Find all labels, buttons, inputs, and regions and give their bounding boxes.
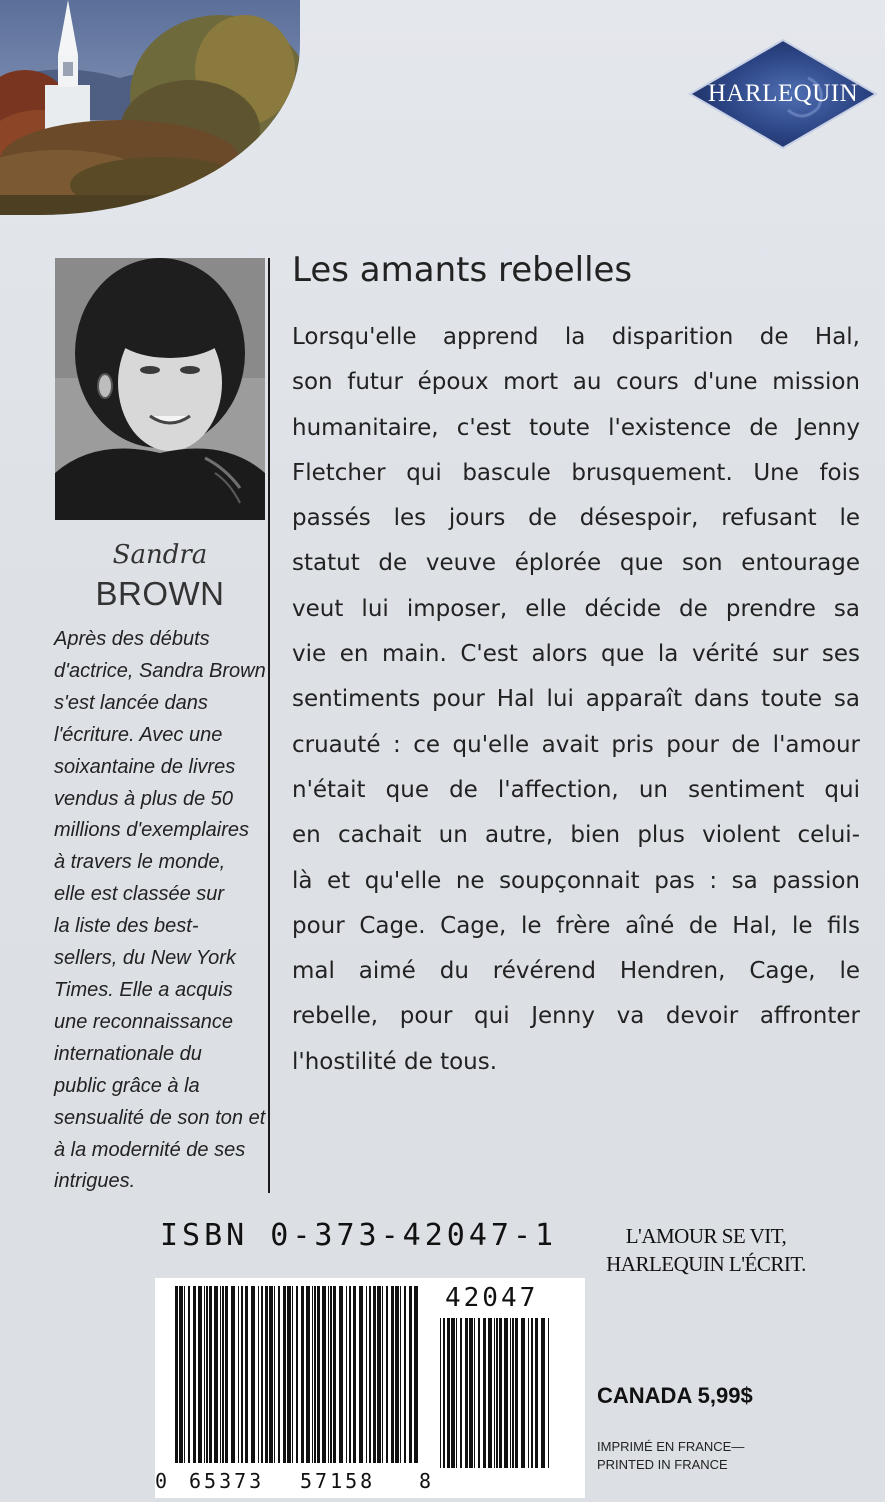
bio-line: public grâce à la <box>54 1074 200 1097</box>
bio-line: soixantaine de livres <box>54 755 236 778</box>
barcode-bar <box>204 1286 205 1463</box>
barcode-bar <box>292 1286 293 1463</box>
bio-line: Times. Elle a acquis <box>54 978 233 1001</box>
barcode-bar <box>209 1286 212 1463</box>
barcode-bar <box>175 1286 178 1463</box>
slogan-line: L'AMOUR SE VIT, <box>625 1224 787 1248</box>
barcode-bar <box>512 1318 514 1468</box>
barcode-bar <box>269 1286 273 1463</box>
isbn-number: ISBN 0-373-42047-1 <box>160 1218 558 1253</box>
bio-line: une reconnaissance <box>54 1010 234 1033</box>
barcode-addon-bars <box>440 1318 549 1468</box>
column-divider <box>268 258 270 1193</box>
barcode-bar <box>409 1286 412 1463</box>
summary-line: cruauté : ce qu'elle avait pris pour de l'amour <box>292 731 860 758</box>
barcode-bar <box>306 1286 310 1463</box>
printed-in-france <box>597 1438 744 1474</box>
barcode-bar <box>317 1286 320 1463</box>
summary-line: statut de veuve éplorée que son entourage <box>292 550 860 577</box>
barcode-bar <box>278 1286 280 1463</box>
bio-line: s'est lancée dans <box>54 691 208 714</box>
barcode-bar <box>287 1286 291 1463</box>
summary-line: son futur époux mort au cours d'une mission <box>292 369 860 396</box>
cover-landscape-image <box>0 0 300 215</box>
barcode-bar <box>346 1286 347 1463</box>
barcode-bar <box>460 1318 462 1468</box>
barcode-bar <box>465 1318 468 1468</box>
barcode-check-digit: 8 <box>419 1469 432 1493</box>
bio-line: intrigues. <box>54 1170 136 1193</box>
printed-line: IMPRIMÉ EN FRANCE— <box>597 1439 745 1454</box>
barcode-bar <box>258 1286 259 1463</box>
barcode-bar <box>231 1286 235 1463</box>
barcode-bar <box>220 1286 221 1463</box>
barcode-bar <box>521 1318 525 1468</box>
barcode-bar <box>198 1286 202 1463</box>
barcode-bar <box>296 1286 298 1463</box>
barcode-bar <box>245 1286 248 1463</box>
barcode-bar <box>483 1318 486 1468</box>
barcode-bar <box>443 1318 445 1468</box>
summary-line: veut lui imposer, elle décide de prendre sa <box>292 595 860 622</box>
barcode-bar <box>377 1286 381 1463</box>
summary-line: Lorsqu'elle apprend la disparition de Hal, <box>292 324 860 350</box>
barcode <box>155 1278 585 1498</box>
barcode-addon-digits: 42047 <box>445 1283 539 1313</box>
summary-line: l'hostilité de tous. <box>292 1048 498 1075</box>
barcode-bar <box>548 1318 549 1468</box>
barcode-bar <box>366 1286 367 1463</box>
bio-line: internationale du <box>54 1042 202 1065</box>
barcode-digit-group: 57158 <box>300 1469 376 1493</box>
barcode-bar <box>251 1286 255 1463</box>
bio-line: sellers, du New York <box>54 947 236 970</box>
barcode-bar <box>382 1286 383 1463</box>
summary-line: là et qu'elle ne soupçonnait pas : sa passion <box>292 867 860 894</box>
barcode-bar <box>496 1318 498 1468</box>
barcode-bar <box>314 1286 316 1463</box>
barcode-bar <box>499 1318 502 1468</box>
barcode-bar <box>328 1286 329 1463</box>
bio-line: à la modernité de ses <box>54 1138 246 1161</box>
bio-line: la liste des best- <box>54 915 199 938</box>
bio-line: vendus à plus de 50 <box>54 787 234 810</box>
barcode-graphic <box>155 1278 585 1498</box>
barcode-bar <box>261 1286 263 1463</box>
barcode-bar <box>414 1286 418 1463</box>
barcode-bar <box>179 1286 183 1463</box>
bio-line: Après des débuts <box>54 628 210 650</box>
barcode-bar <box>515 1318 518 1468</box>
barcode-bar <box>265 1286 268 1463</box>
bio-line: l'écriture. Avec une <box>54 723 223 746</box>
barcode-lead-digit: 0 <box>155 1469 168 1493</box>
barcode-bar <box>404 1286 406 1463</box>
author-first-name: Sandra <box>112 540 208 570</box>
barcode-bar <box>391 1286 394 1463</box>
author-last-name: BROWN <box>95 575 225 612</box>
barcode-bar <box>400 1286 401 1463</box>
price-label: CANADA 5,99$ <box>597 1383 753 1408</box>
harlequin-logo <box>688 38 878 150</box>
barcode-bar <box>359 1286 363 1463</box>
barcode-bar <box>478 1318 480 1468</box>
barcode-bar <box>193 1286 196 1463</box>
barcode-bar <box>373 1286 376 1463</box>
summary-line: sentiments pour Hal lui apparaît dans toute sa <box>292 686 860 713</box>
barcode-bar <box>440 1318 441 1468</box>
barcode-bar <box>528 1318 529 1468</box>
barcode-bar <box>386 1286 388 1463</box>
barcode-bar <box>330 1286 332 1463</box>
barcode-bar <box>339 1286 343 1463</box>
author-bio <box>54 624 266 1198</box>
bio-line: elle est classée sur <box>54 883 225 906</box>
barcode-bar <box>535 1318 538 1468</box>
barcode-bar <box>353 1286 356 1463</box>
barcode-bar <box>283 1286 286 1463</box>
author-portrait <box>55 258 265 520</box>
summary-line: n'était que de l'affection, un sentiment qui <box>292 776 860 803</box>
barcode-bar <box>188 1286 190 1463</box>
summary-line: Fletcher qui bascule brusquement. Une fois <box>292 459 860 486</box>
barcode-bar <box>456 1318 457 1468</box>
summary-line: mal aimé du révérend Hendren, Cage, le <box>292 958 860 985</box>
barcode-bar <box>322 1286 326 1463</box>
barcode-bar <box>447 1318 450 1468</box>
barcode-bar <box>494 1318 495 1468</box>
barcode-bar <box>184 1286 185 1463</box>
slogan <box>596 1222 816 1278</box>
barcode-bar <box>238 1286 239 1463</box>
book-title: Les amants rebelles <box>292 250 633 290</box>
barcode-bar <box>301 1286 304 1463</box>
barcode-bar <box>206 1286 208 1463</box>
barcode-bar <box>241 1286 243 1463</box>
summary-line: rebelle, pour qui Jenny va devoir affronter <box>292 1003 860 1030</box>
bio-line: millions d'exemplaires <box>54 819 249 842</box>
barcode-bar <box>225 1286 228 1463</box>
barcode-bar <box>469 1318 473 1468</box>
barcode-digit-group: 65373 <box>189 1469 265 1493</box>
bio-line: sensualité de son ton et <box>54 1106 266 1129</box>
barcode-bar <box>474 1318 475 1468</box>
barcode-bar <box>369 1286 371 1463</box>
bio-line: à travers le monde, <box>54 851 226 874</box>
summary-line: passés les jours de désespoir, refusant le <box>292 505 860 532</box>
barcode-bar <box>510 1318 511 1468</box>
barcode-bar <box>214 1286 218 1463</box>
barcode-bar <box>504 1318 508 1468</box>
summary-line: humanitaire, c'est toute l'existence de Jenny <box>292 414 860 441</box>
summary-line: vie en main. C'est alors que la vérité sur ses <box>292 641 860 668</box>
summary-line: en cachait un autre, bien plus violent celui- <box>292 822 860 849</box>
barcode-bar <box>333 1286 336 1463</box>
barcode-bar <box>541 1318 545 1468</box>
barcode-bar <box>451 1318 455 1468</box>
barcode-bar <box>395 1286 399 1463</box>
barcode-bar <box>349 1286 351 1463</box>
barcode-bar <box>488 1318 492 1468</box>
bio-line: d'actrice, Sandra Brown <box>54 659 266 682</box>
logo-text: HARLEQUIN <box>707 80 859 107</box>
summary-line: pour Cage. Cage, le frère aîné de Hal, le fils <box>292 912 860 939</box>
barcode-bar <box>222 1286 224 1463</box>
printed-line: PRINTED IN FRANCE <box>597 1457 728 1472</box>
book-summary <box>292 315 860 1085</box>
barcode-bar <box>274 1286 275 1463</box>
barcode-bar <box>531 1318 533 1468</box>
slogan-line: HARLEQUIN L'ÉCRIT. <box>606 1252 806 1276</box>
barcode-bar <box>312 1286 313 1463</box>
